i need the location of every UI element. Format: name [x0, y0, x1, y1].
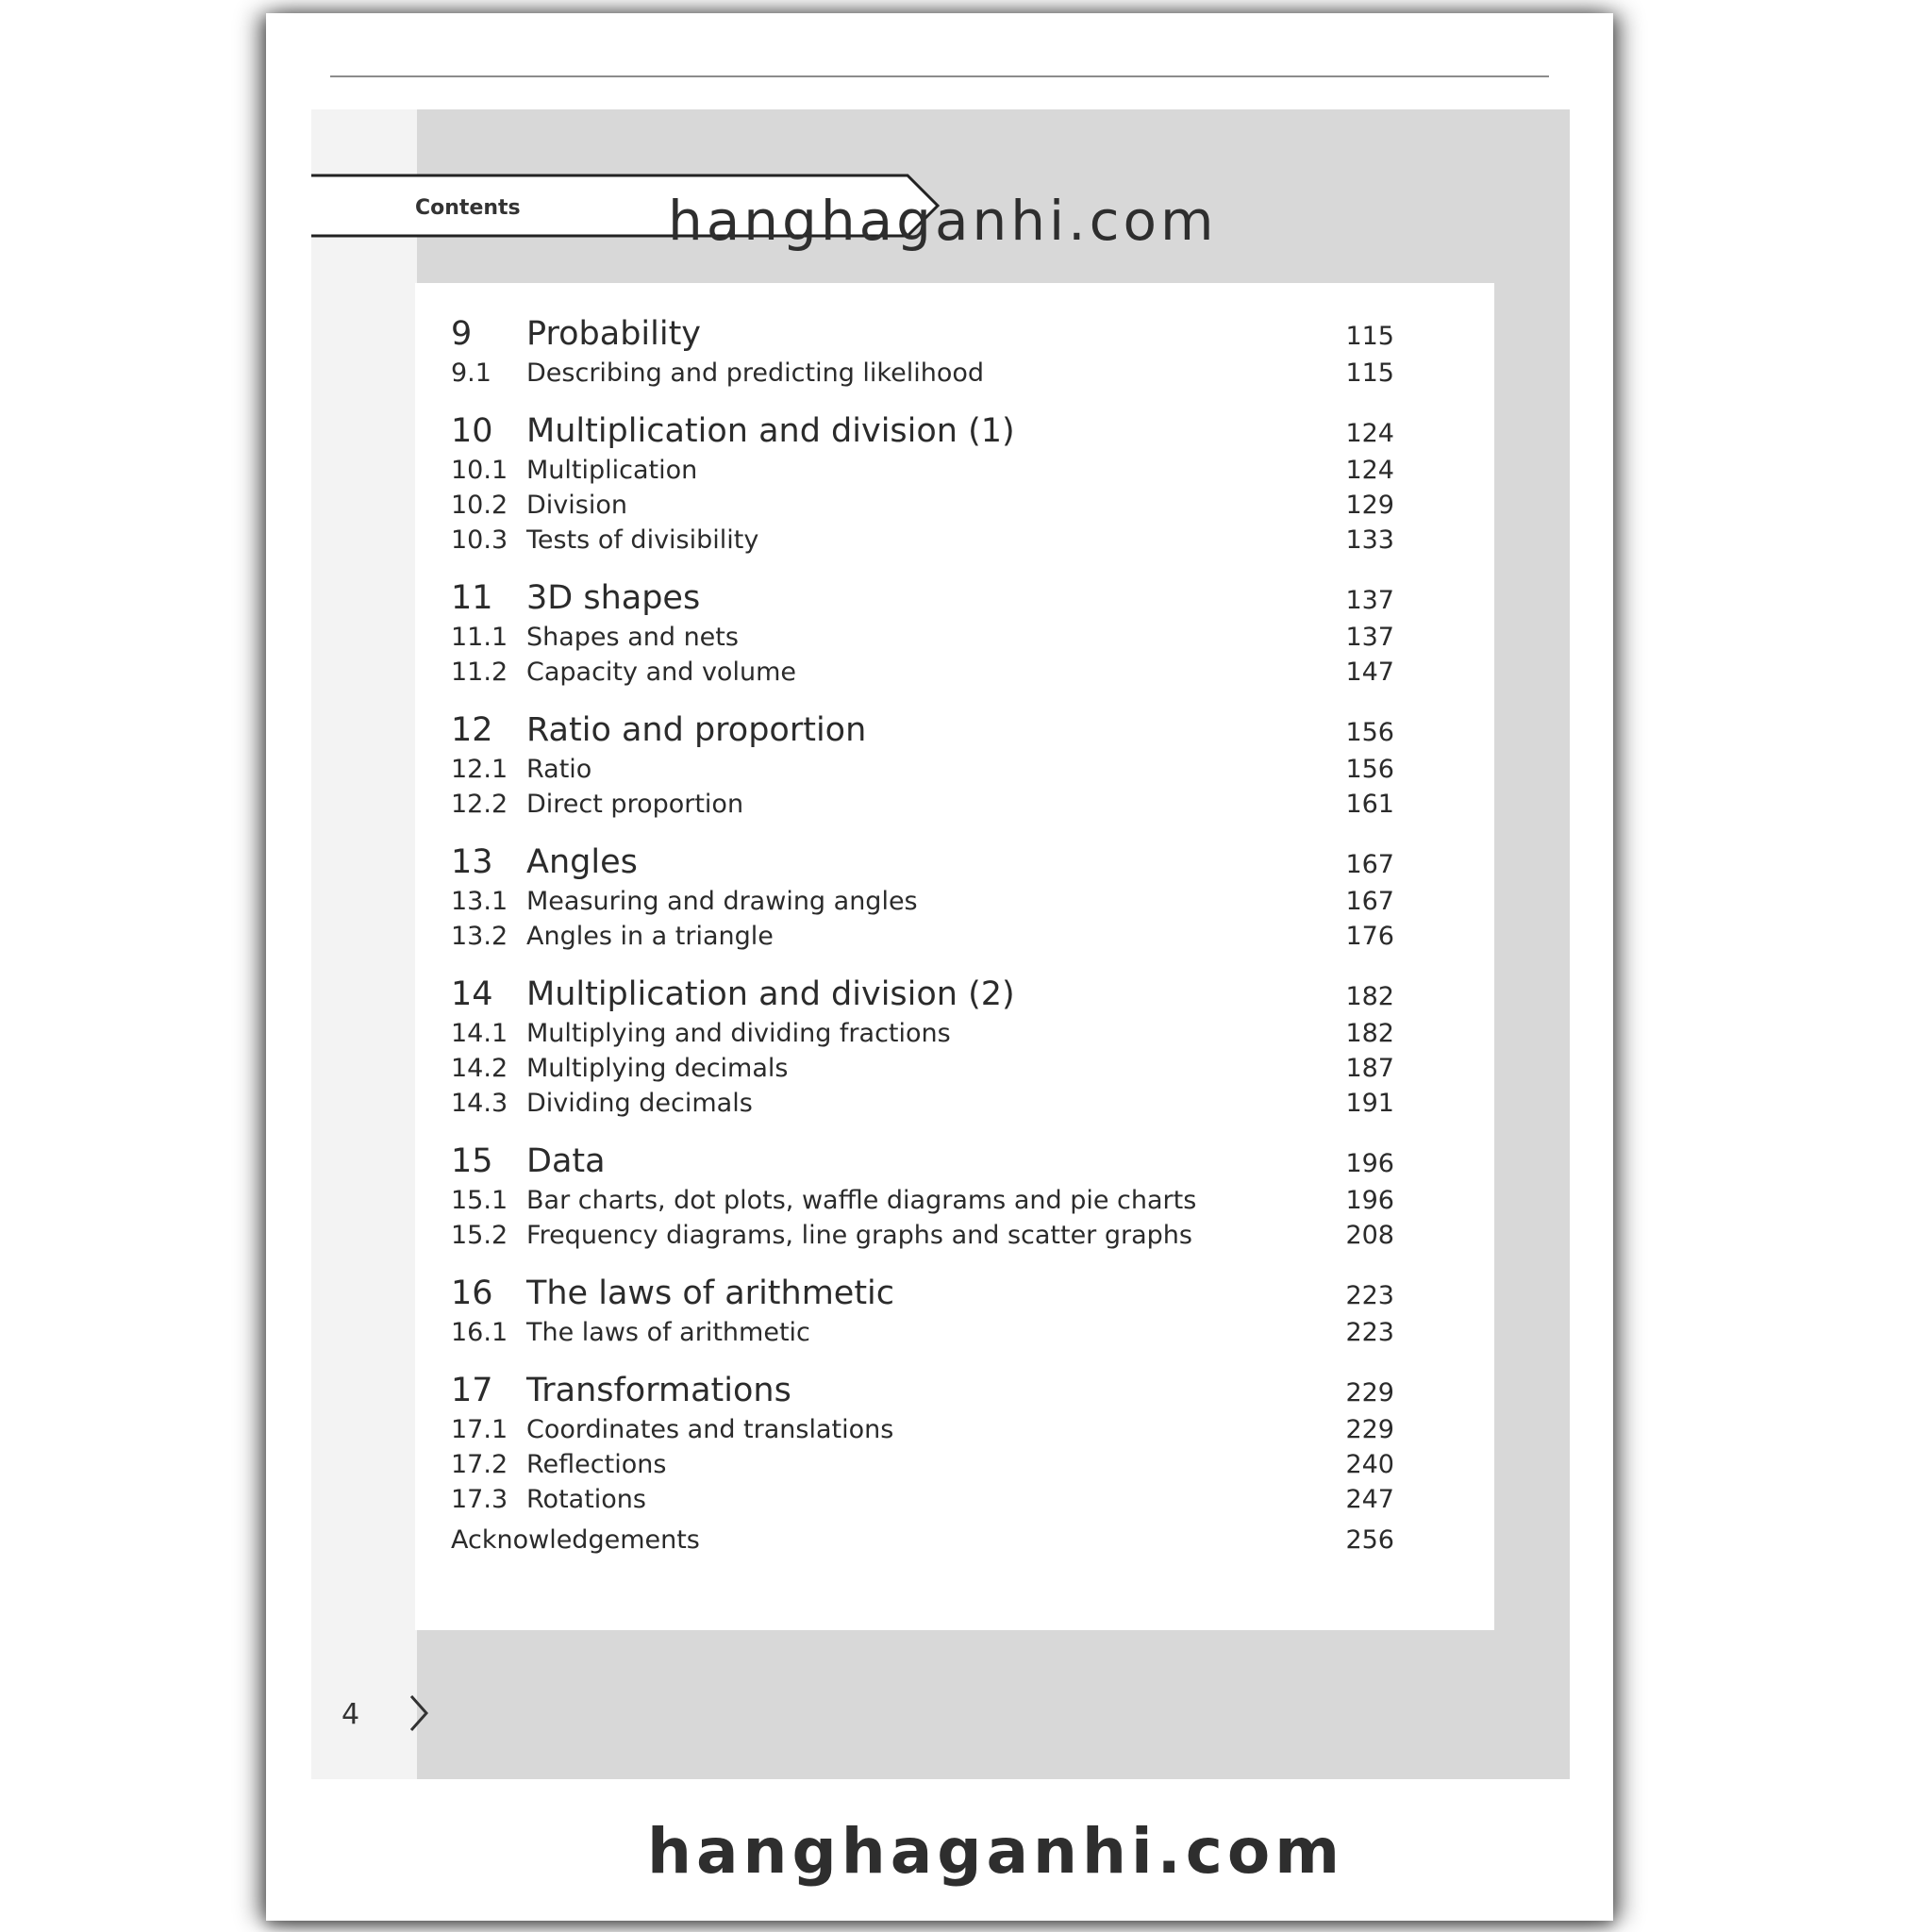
section-title: Multiplying and dividing fractions — [526, 1019, 951, 1048]
chapter-num: 11 — [451, 579, 493, 617]
section-row[interactable] — [451, 1450, 1394, 1479]
chevron-right-icon — [408, 1692, 430, 1738]
chapter-page: 223 — [1345, 1281, 1394, 1310]
section-page: 229 — [1345, 1415, 1394, 1444]
section-row[interactable] — [451, 755, 1394, 784]
section-title: Direct proportion — [526, 790, 744, 819]
section-page: 247 — [1345, 1485, 1394, 1514]
chapter-page: 182 — [1345, 982, 1394, 1011]
section-row[interactable] — [451, 1415, 1394, 1444]
chapter-page: 137 — [1345, 586, 1394, 615]
chapter-row[interactable] — [451, 1372, 1394, 1409]
section-page: 176 — [1345, 922, 1394, 951]
section-num: 17.3 — [451, 1485, 508, 1514]
section-title: Shapes and nets — [526, 623, 739, 652]
section-page: 167 — [1345, 887, 1394, 916]
chapter-title: Multiplication and division (2) — [526, 975, 1015, 1013]
section-page: 208 — [1345, 1221, 1394, 1250]
section-row[interactable] — [451, 358, 1394, 388]
section-title: Describing and predicting likelihood — [526, 358, 985, 388]
section-page: 182 — [1345, 1019, 1394, 1048]
chapter-title: Angles — [526, 843, 638, 881]
section-num: 10.2 — [451, 491, 508, 520]
section-title: Angles in a triangle — [526, 922, 774, 951]
chapter-title: Transformations — [526, 1372, 791, 1409]
chapter-num: 9 — [451, 315, 473, 353]
section-num: 11.1 — [451, 623, 508, 652]
chapter-title: Multiplication and division (1) — [526, 412, 1015, 450]
section-num: 12.2 — [451, 790, 508, 819]
section-num: 15.2 — [451, 1221, 508, 1250]
chapter-row[interactable] — [451, 843, 1394, 881]
section-row[interactable] — [451, 1054, 1394, 1083]
chapter-page: 115 — [1345, 322, 1394, 351]
chapter-page: 156 — [1345, 718, 1394, 747]
chapter-title: Ratio and proportion — [526, 711, 867, 749]
section-title: Rotations — [526, 1485, 646, 1514]
watermark-top: hanghaganhi.com — [668, 189, 1218, 253]
table-of-contents — [451, 315, 1394, 1555]
section-num: 12.1 — [451, 755, 508, 784]
section-page: 115 — [1345, 358, 1394, 388]
section-page: 124 — [1345, 456, 1394, 485]
section-num: 17.2 — [451, 1450, 508, 1479]
section-page: 223 — [1345, 1318, 1394, 1347]
chapter-num: 16 — [451, 1274, 493, 1312]
book-page — [266, 13, 1613, 1921]
chapter-row[interactable] — [451, 412, 1394, 450]
section-title: Multiplication — [526, 456, 698, 485]
section-num: 13.2 — [451, 922, 508, 951]
chapter-row[interactable] — [451, 1274, 1394, 1312]
section-row[interactable] — [451, 525, 1394, 555]
section-title: Capacity and volume — [526, 658, 796, 687]
section-row[interactable] — [451, 922, 1394, 951]
section-num: 14.1 — [451, 1019, 508, 1048]
acknowledgements-title: Acknowledgements — [451, 1525, 700, 1555]
chapter-title: 3D shapes — [526, 579, 701, 617]
chapter-title: The laws of arithmetic — [526, 1274, 895, 1312]
section-row[interactable] — [451, 1221, 1394, 1250]
section-num: 14.2 — [451, 1054, 508, 1083]
section-row[interactable] — [451, 456, 1394, 485]
contents-label: Contents — [415, 196, 521, 220]
chapter-row[interactable] — [451, 579, 1394, 617]
chapter-num: 10 — [451, 412, 493, 450]
section-page: 240 — [1345, 1450, 1394, 1479]
section-row[interactable] — [451, 658, 1394, 687]
chapter-page: 229 — [1345, 1378, 1394, 1407]
section-page: 147 — [1345, 658, 1394, 687]
watermark-bottom: hanghaganhi.com — [647, 1815, 1344, 1888]
section-num: 16.1 — [451, 1318, 508, 1347]
section-title: The laws of arithmetic — [526, 1318, 810, 1347]
section-row[interactable] — [451, 1019, 1394, 1048]
chapter-page: 167 — [1345, 850, 1394, 879]
section-title: Ratio — [526, 755, 592, 784]
top-rule-divider — [330, 75, 1549, 77]
chapter-page: 196 — [1345, 1149, 1394, 1178]
chapter-title: Data — [526, 1142, 606, 1180]
section-row[interactable] — [451, 1186, 1394, 1215]
section-title: Measuring and drawing angles — [526, 887, 918, 916]
section-row[interactable] — [451, 887, 1394, 916]
section-num: 14.3 — [451, 1089, 508, 1118]
chapter-num: 15 — [451, 1142, 493, 1180]
chapter-page: 124 — [1345, 419, 1394, 448]
section-title: Division — [526, 491, 627, 520]
section-title: Bar charts, dot plots, waffle diagrams and pie charts — [526, 1186, 1197, 1215]
section-page: 137 — [1345, 623, 1394, 652]
section-row[interactable] — [451, 1089, 1394, 1118]
section-num: 10.3 — [451, 525, 508, 555]
section-title: Frequency diagrams, line graphs and scatter graphs — [526, 1221, 1192, 1250]
section-page: 191 — [1345, 1089, 1394, 1118]
section-page: 129 — [1345, 491, 1394, 520]
section-row[interactable] — [451, 1485, 1394, 1514]
page-number: 4 — [341, 1698, 360, 1731]
section-num: 9.1 — [451, 358, 491, 388]
acknowledgements-row[interactable] — [451, 1525, 1394, 1555]
chapter-row[interactable] — [451, 315, 1394, 353]
section-num: 11.2 — [451, 658, 508, 687]
section-page: 156 — [1345, 755, 1394, 784]
section-page: 161 — [1345, 790, 1394, 819]
section-num: 10.1 — [451, 456, 508, 485]
chapter-row[interactable] — [451, 975, 1394, 1013]
section-title: Tests of divisibility — [526, 525, 759, 555]
section-title: Dividing decimals — [526, 1089, 753, 1118]
section-title: Multiplying decimals — [526, 1054, 789, 1083]
chapter-row[interactable] — [451, 1142, 1394, 1180]
section-row[interactable] — [451, 1318, 1394, 1347]
section-title: Coordinates and translations — [526, 1415, 894, 1444]
chapter-row[interactable] — [451, 711, 1394, 749]
chapter-title: Probability — [526, 315, 702, 353]
section-num: 15.1 — [451, 1186, 508, 1215]
chapter-num: 14 — [451, 975, 493, 1013]
chapter-num: 17 — [451, 1372, 493, 1409]
section-row[interactable] — [451, 491, 1394, 520]
section-page: 187 — [1345, 1054, 1394, 1083]
section-num: 13.1 — [451, 887, 508, 916]
section-page: 133 — [1345, 525, 1394, 555]
section-page: 196 — [1345, 1186, 1394, 1215]
section-row[interactable] — [451, 623, 1394, 652]
chapter-num: 13 — [451, 843, 493, 881]
section-num: 17.1 — [451, 1415, 508, 1444]
chapter-num: 12 — [451, 711, 493, 749]
section-row[interactable] — [451, 790, 1394, 819]
section-title: Reflections — [526, 1450, 667, 1479]
acknowledgements-page: 256 — [1345, 1525, 1394, 1555]
